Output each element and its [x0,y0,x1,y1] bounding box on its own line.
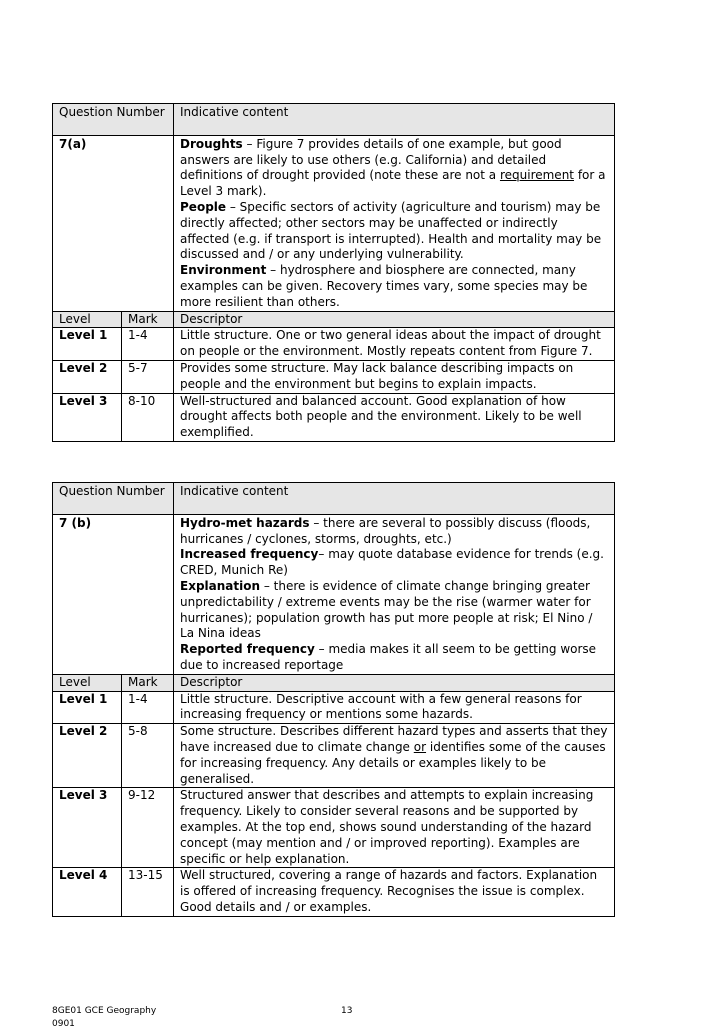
indicative-content-header: Indicative content [174,104,615,136]
indicative-content-header: Indicative content [174,483,615,515]
level-mark: 1-4 [122,328,174,361]
level-header-row [53,674,615,691]
level-mark: 9-12 [122,788,174,868]
indicative-content [174,135,615,311]
level-mark: 5-8 [122,724,174,788]
table-header-row [53,483,615,515]
level-label: Level 1 [53,328,122,361]
content-block-droughts [180,137,608,200]
level-row [53,328,615,361]
level-mark: 8-10 [122,393,174,441]
descriptor-header: Descriptor [174,674,615,691]
level-row [53,788,615,868]
level-descriptor: Provides some structure. May lack balance describing impacts on people and the environment but begins to explain impacts. [174,360,615,393]
term: Explanation [180,578,261,593]
level-row [53,868,615,916]
mark-header: Mark [122,311,174,328]
term: People [180,199,227,214]
question-number-header: Question Number [53,483,174,515]
underlined-text: or [413,739,427,754]
level-row [53,360,615,393]
content-text: – Figure 7 provides details of one example, but good answers are likely to use others (e.g. California) and detailed definitions of drought provided (note these are not a [180,136,562,183]
content-block-explanation [180,579,608,642]
mark-header: Mark [122,674,174,691]
level-mark: 13-15 [122,868,174,916]
level-label: Level 3 [53,393,122,441]
descriptor-text: identifies some of the causes for increasing frequency. Any details or examples likely to be generalised. [180,739,606,786]
level-row [53,691,615,724]
level-descriptor: Structured answer that describes and attempts to explain increasing frequency. Likely to consider several reasons and be supported by examples. At the top end, shows sound understanding of the hazard concept (may mention and / or improved reporting). Examples are specific or help explanation. [174,788,615,868]
content-block-frequency [180,547,608,579]
level-label: Level 2 [53,724,122,788]
content-block-people [180,200,608,263]
descriptor-text: Some structure. Describes different hazard types and asserts that they have increased due to climate change [180,724,608,754]
term: Hydro-met hazards [180,515,310,530]
footer-course-number: 0901 [52,1019,75,1029]
content-text: – media makes it all seem to be getting worse due to increased reportage [180,642,597,672]
level-descriptor: Well structured, covering a range of hazards and factors. Explanation is offered of increasing frequency. Recognises the issue is complex. Good details and / or examples. [174,868,615,916]
content-block-reported [180,642,608,674]
level-header: Level [53,311,122,328]
footer-course-code: 8GE01 GCE Geography [52,1006,157,1016]
level-mark: 5-7 [122,360,174,393]
term: Reported frequency [180,642,315,657]
term: Environment [180,263,267,278]
term: Increased frequency [180,547,319,562]
indicative-content [174,514,615,674]
content-row [53,135,615,311]
level-label: Level 4 [53,868,122,916]
level-descriptor: Well-structured and balanced account. Good explanation of how drought affects both people and the environment. Likely to be well exemplified. [174,393,615,441]
question-number: 7 (b) [53,514,174,674]
content-text: – there are several to possibly discuss (floods, hurricanes / cyclones, storms, droughts, etc.) [180,515,591,546]
level-row [53,393,615,441]
level-mark: 1-4 [122,691,174,724]
level-header-row [53,311,615,328]
term: Droughts [180,136,243,151]
level-label: Level 3 [53,788,122,868]
content-block-environment [180,263,608,310]
level-label: Level 1 [53,691,122,724]
content-text: – there is evidence of climate change bringing greater unpredictability / extreme events may be the rise (warmer water for hurricanes); population growth has put more people at risk; El Nino / La Nina ideas [180,578,593,641]
level-descriptor: Little structure. Descriptive account with a few general reasons for increasing frequency or mentions some hazards. [174,691,615,724]
question-number-header: Question Number [53,104,174,136]
level-descriptor: Little structure. One or two general ideas about the impact of drought on people or the environment. Mostly repeats content from Figure 7. [174,328,615,361]
level-row [53,724,615,788]
mark-scheme-table-7b [52,482,615,917]
footer-course [52,1005,156,1031]
content-block-hydro-met [180,516,608,548]
content-text: – may quote database evidence for trends (e.g. CRED, Munich Re) [180,547,604,578]
level-descriptor [174,724,615,788]
content-row [53,514,615,674]
content-text: – hydrosphere and biosphere are connected, many examples can be given. Recovery times vary, some species may be more resilient than others. [180,263,588,309]
page-number: 13 [341,1006,353,1016]
level-header: Level [53,674,122,691]
level-label: Level 2 [53,360,122,393]
mark-scheme-table-7a [52,103,615,442]
descriptor-header: Descriptor [174,311,615,328]
content-text: for a Level 3 mark). [180,168,606,199]
question-number: 7(a) [53,135,174,311]
underlined-text: requirement [499,168,574,183]
content-text: – Specific sectors of activity (agriculture and tourism) may be directly affected; other sectors may be unaffected or indirectly affected (e.g. if transport is interrupted). Health and mortality may be discussed and / or any underlying vulnerability. [180,199,602,262]
table-header-row [53,104,615,136]
